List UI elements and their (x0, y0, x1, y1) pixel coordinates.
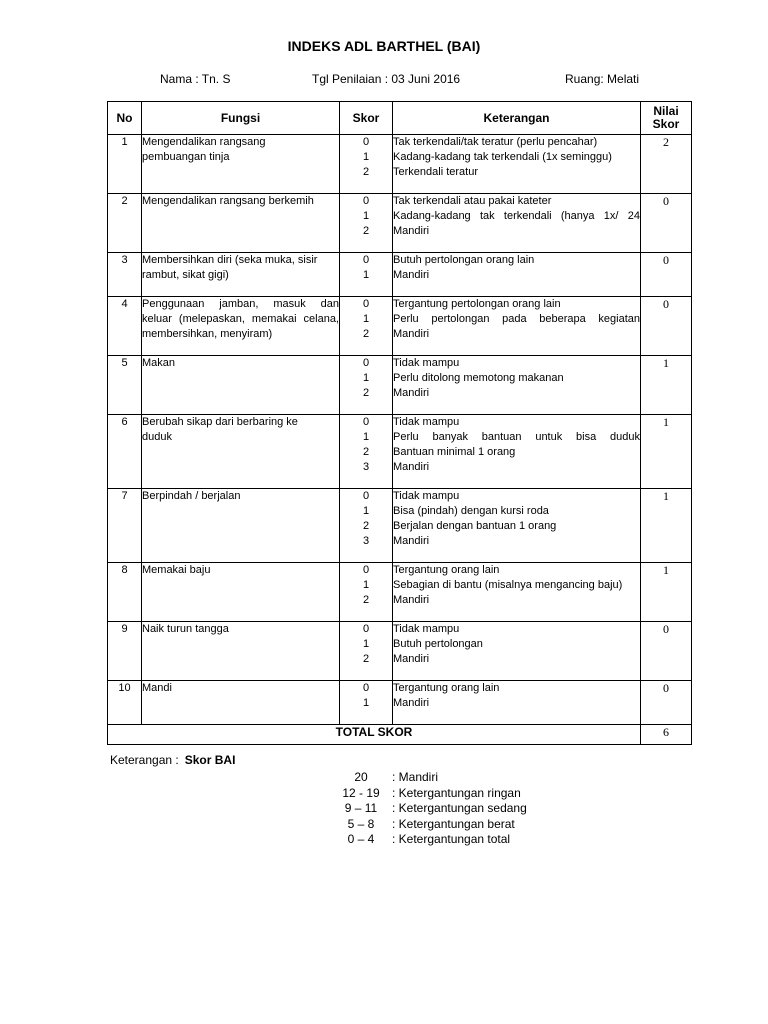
function-cell (142, 194, 340, 253)
legend-heading (110, 753, 235, 767)
score-option-line: 1 (362, 210, 370, 222)
function-text-line: Naik turun tangga (142, 623, 229, 635)
score-value: 0 (641, 194, 692, 253)
description-text-line: Tak terkendali/tak teratur (perlu pencahar) (393, 136, 598, 148)
row-number: 7 (108, 489, 142, 563)
description-text-line: Butuh pertolongan orang lain (393, 254, 535, 266)
legend-item (330, 801, 527, 817)
score-options-cell (340, 297, 393, 356)
function-text-line: rambut, sikat gigi) (142, 269, 229, 281)
description-text-line: Mandiri (393, 535, 430, 547)
table-row (108, 194, 692, 253)
score-options-cell (340, 681, 393, 725)
function-text-line: Membersihkan diri (seka muka, sisir (142, 254, 318, 266)
table-row (108, 356, 692, 415)
score-options-cell (340, 415, 393, 489)
description-cell (393, 194, 641, 253)
description-text-line: Mandiri (393, 387, 430, 399)
description-text-line: Kadang-kadang tak terkendali (hanya 1x/ 24 (393, 210, 640, 222)
legend-label: Keterangan : (110, 753, 179, 767)
score-options-cell (340, 356, 393, 415)
score-options-cell (340, 253, 393, 297)
score-value: 1 (641, 563, 692, 622)
description-text-line: Terkendali teratur (393, 166, 478, 178)
description-text-line: Kadang-kadang tak terkendali (1x seminggu) (393, 151, 612, 163)
table-row (108, 297, 692, 356)
score-option-line: 2 (362, 387, 370, 399)
description-text-line: Butuh pertolongan (393, 638, 483, 650)
function-text-line: Berpindah / berjalan (142, 490, 241, 502)
legend-range: 5 – 8 (347, 816, 375, 831)
score-value: 1 (641, 415, 692, 489)
score-option-line: 1 (362, 269, 370, 281)
description-text-line: Perlu ditolong memotong makanan (393, 372, 564, 384)
function-text-line: Penggunaan jamban, masuk dan (142, 298, 339, 310)
legend-item (330, 786, 527, 802)
description-text-line: Mandiri (393, 594, 430, 606)
function-text-line: keluar (melepaskan, memakai celana, (142, 313, 339, 325)
score-value: 1 (641, 489, 692, 563)
description-cell (393, 415, 641, 489)
legend-item (330, 832, 527, 848)
function-cell (142, 415, 340, 489)
score-options-cell (340, 194, 393, 253)
score-option-line: 1 (362, 431, 370, 443)
description-text-line: Tidak mampu (393, 416, 460, 428)
row-number: 8 (108, 563, 142, 622)
description-text-line: Tak terkendali atau pakai kateter (393, 195, 552, 207)
score-option-line: 2 (362, 653, 370, 665)
score-options-cell (340, 622, 393, 681)
document-title: INDEKS ADL BARTHEL (BAI) (287, 38, 481, 54)
legend-title: Skor BAI (184, 753, 236, 767)
score-value: 0 (641, 681, 692, 725)
score-value: 0 (641, 253, 692, 297)
header-fungsi: Fungsi (142, 102, 340, 135)
function-text-line: Mengendalikan rangsang berkemih (142, 195, 314, 207)
function-cell (142, 489, 340, 563)
score-option-line: 2 (362, 594, 370, 606)
description-text-line: Mandiri (393, 461, 430, 473)
score-option-line: 0 (362, 416, 370, 428)
score-option-line: 0 (362, 564, 370, 576)
description-cell (393, 297, 641, 356)
patient-name: Nama : Tn. S (160, 72, 231, 86)
description-text-line: Tidak mampu (393, 490, 460, 502)
score-option-line: 2 (362, 520, 370, 532)
legend-description: : Ketergantungan berat (392, 816, 515, 831)
legend-range: 9 – 11 (344, 801, 378, 815)
score-value: 0 (641, 297, 692, 356)
score-option-line: 3 (362, 461, 370, 473)
table-row (108, 253, 692, 297)
description-cell (393, 253, 641, 297)
score-option-line: 0 (362, 623, 370, 635)
function-cell (142, 563, 340, 622)
table-row (108, 489, 692, 563)
score-options-cell (340, 135, 393, 194)
description-text-line: Tidak mampu (393, 357, 460, 369)
row-number: 1 (108, 135, 142, 194)
description-text-line: Berjalan dengan bantuan 1 orang (393, 520, 557, 532)
score-option-line: 1 (362, 313, 370, 325)
score-option-line: 0 (362, 357, 370, 369)
table-row (108, 681, 692, 725)
score-option-line: 1 (362, 372, 370, 384)
description-text-line: Perlu pertolongan pada beberapa kegiatan (393, 313, 640, 325)
row-number: 2 (108, 194, 142, 253)
header-keterangan: Keterangan (393, 102, 641, 135)
description-text-line: Mandiri (393, 697, 430, 709)
score-value: 0 (641, 622, 692, 681)
score-option-line: 1 (362, 505, 370, 517)
score-option-line: 0 (362, 490, 370, 502)
function-cell (142, 253, 340, 297)
description-cell (393, 622, 641, 681)
assessment-date: Tgl Penilaian : 03 Juni 2016 (312, 72, 461, 86)
description-text-line: Tergantung orang lain (393, 564, 500, 576)
function-cell (142, 135, 340, 194)
function-cell (142, 297, 340, 356)
legend-description: : Ketergantungan total (392, 832, 511, 846)
score-option-line: 0 (362, 298, 370, 310)
score-option-line: 0 (362, 195, 370, 207)
score-option-line: 1 (362, 697, 370, 709)
row-number: 4 (108, 297, 142, 356)
legend-range: 0 – 4 (347, 832, 375, 846)
description-cell (393, 356, 641, 415)
header-no: No (108, 102, 142, 135)
description-text-line: Bisa (pindah) dengan kursi roda (393, 505, 549, 517)
score-option-line: 2 (362, 166, 370, 178)
function-text-line: Mandi (142, 682, 172, 694)
description-cell (393, 135, 641, 194)
function-text-line: membersihkan, menyiram) (142, 328, 273, 340)
score-options-cell (340, 489, 393, 563)
function-text-line: pembuangan tinja (142, 151, 230, 163)
table-header-row (108, 102, 692, 135)
header-nilai-line1: Nilai (653, 104, 679, 118)
score-option-line: 0 (362, 682, 370, 694)
table-row (108, 135, 692, 194)
table-row (108, 563, 692, 622)
table-row (108, 622, 692, 681)
score-option-line: 1 (362, 638, 370, 650)
score-value: 1 (641, 356, 692, 415)
header-nilai-line2: Skor (652, 117, 680, 131)
table-row (108, 415, 692, 489)
description-text-line: Bantuan minimal 1 orang (393, 446, 516, 458)
score-value: 2 (641, 135, 692, 194)
description-cell (393, 489, 641, 563)
description-text-line: Sebagian di bantu (misalnya mengancing baju) (393, 579, 623, 591)
score-options-cell (340, 563, 393, 622)
description-text-line: Mandiri (393, 269, 430, 281)
function-text-line: Mengendalikan rangsang (142, 136, 266, 148)
score-option-line: 2 (362, 446, 370, 458)
header-nilai-skor (641, 102, 692, 135)
legend-range: 12 - 19 (342, 785, 380, 800)
header-skor: Skor (340, 102, 393, 135)
description-text-line: Mandiri (393, 328, 430, 340)
total-value: 6 (641, 725, 692, 745)
description-text-line: Mandiri (393, 225, 430, 237)
row-number: 10 (108, 681, 142, 725)
description-cell (393, 681, 641, 725)
row-number: 5 (108, 356, 142, 415)
legend-range: 20 (354, 770, 368, 784)
row-number: 9 (108, 622, 142, 681)
total-label: TOTAL SKOR (108, 725, 641, 745)
row-number: 6 (108, 415, 142, 489)
description-text-line: Perlu banyak bantuan untuk bisa duduk (393, 431, 640, 443)
legend-description: : Ketergantungan ringan (392, 785, 521, 800)
legend-item (330, 770, 527, 786)
description-cell (393, 563, 641, 622)
ward-room: Ruang: Melati (565, 72, 640, 86)
description-text-line: Tergantung pertolongan orang lain (393, 298, 561, 310)
total-row (108, 725, 692, 745)
function-text-line: Berubah sikap dari berbaring ke (142, 416, 298, 428)
legend-description: : Mandiri (392, 770, 439, 784)
legend-description: : Ketergantungan sedang (392, 801, 527, 815)
score-option-line: 1 (362, 151, 370, 163)
legend-item (330, 817, 527, 833)
description-text-line: Mandiri (393, 653, 430, 665)
description-text-line: Tergantung orang lain (393, 682, 500, 694)
function-text-line: duduk (142, 431, 172, 443)
row-number: 3 (108, 253, 142, 297)
description-text-line: Tidak mampu (393, 623, 460, 635)
function-text-line: Makan (142, 357, 176, 369)
score-option-line: 1 (362, 579, 370, 591)
function-text-line: Memakai baju (142, 564, 211, 576)
function-cell (142, 356, 340, 415)
score-option-line: 2 (362, 328, 370, 340)
score-option-line: 0 (362, 254, 370, 266)
score-option-line: 2 (362, 225, 370, 237)
function-cell (142, 681, 340, 725)
score-legend (330, 770, 527, 848)
score-option-line: 0 (362, 136, 370, 148)
function-cell (142, 622, 340, 681)
barthel-index-table (107, 101, 692, 745)
score-option-line: 3 (362, 535, 370, 547)
